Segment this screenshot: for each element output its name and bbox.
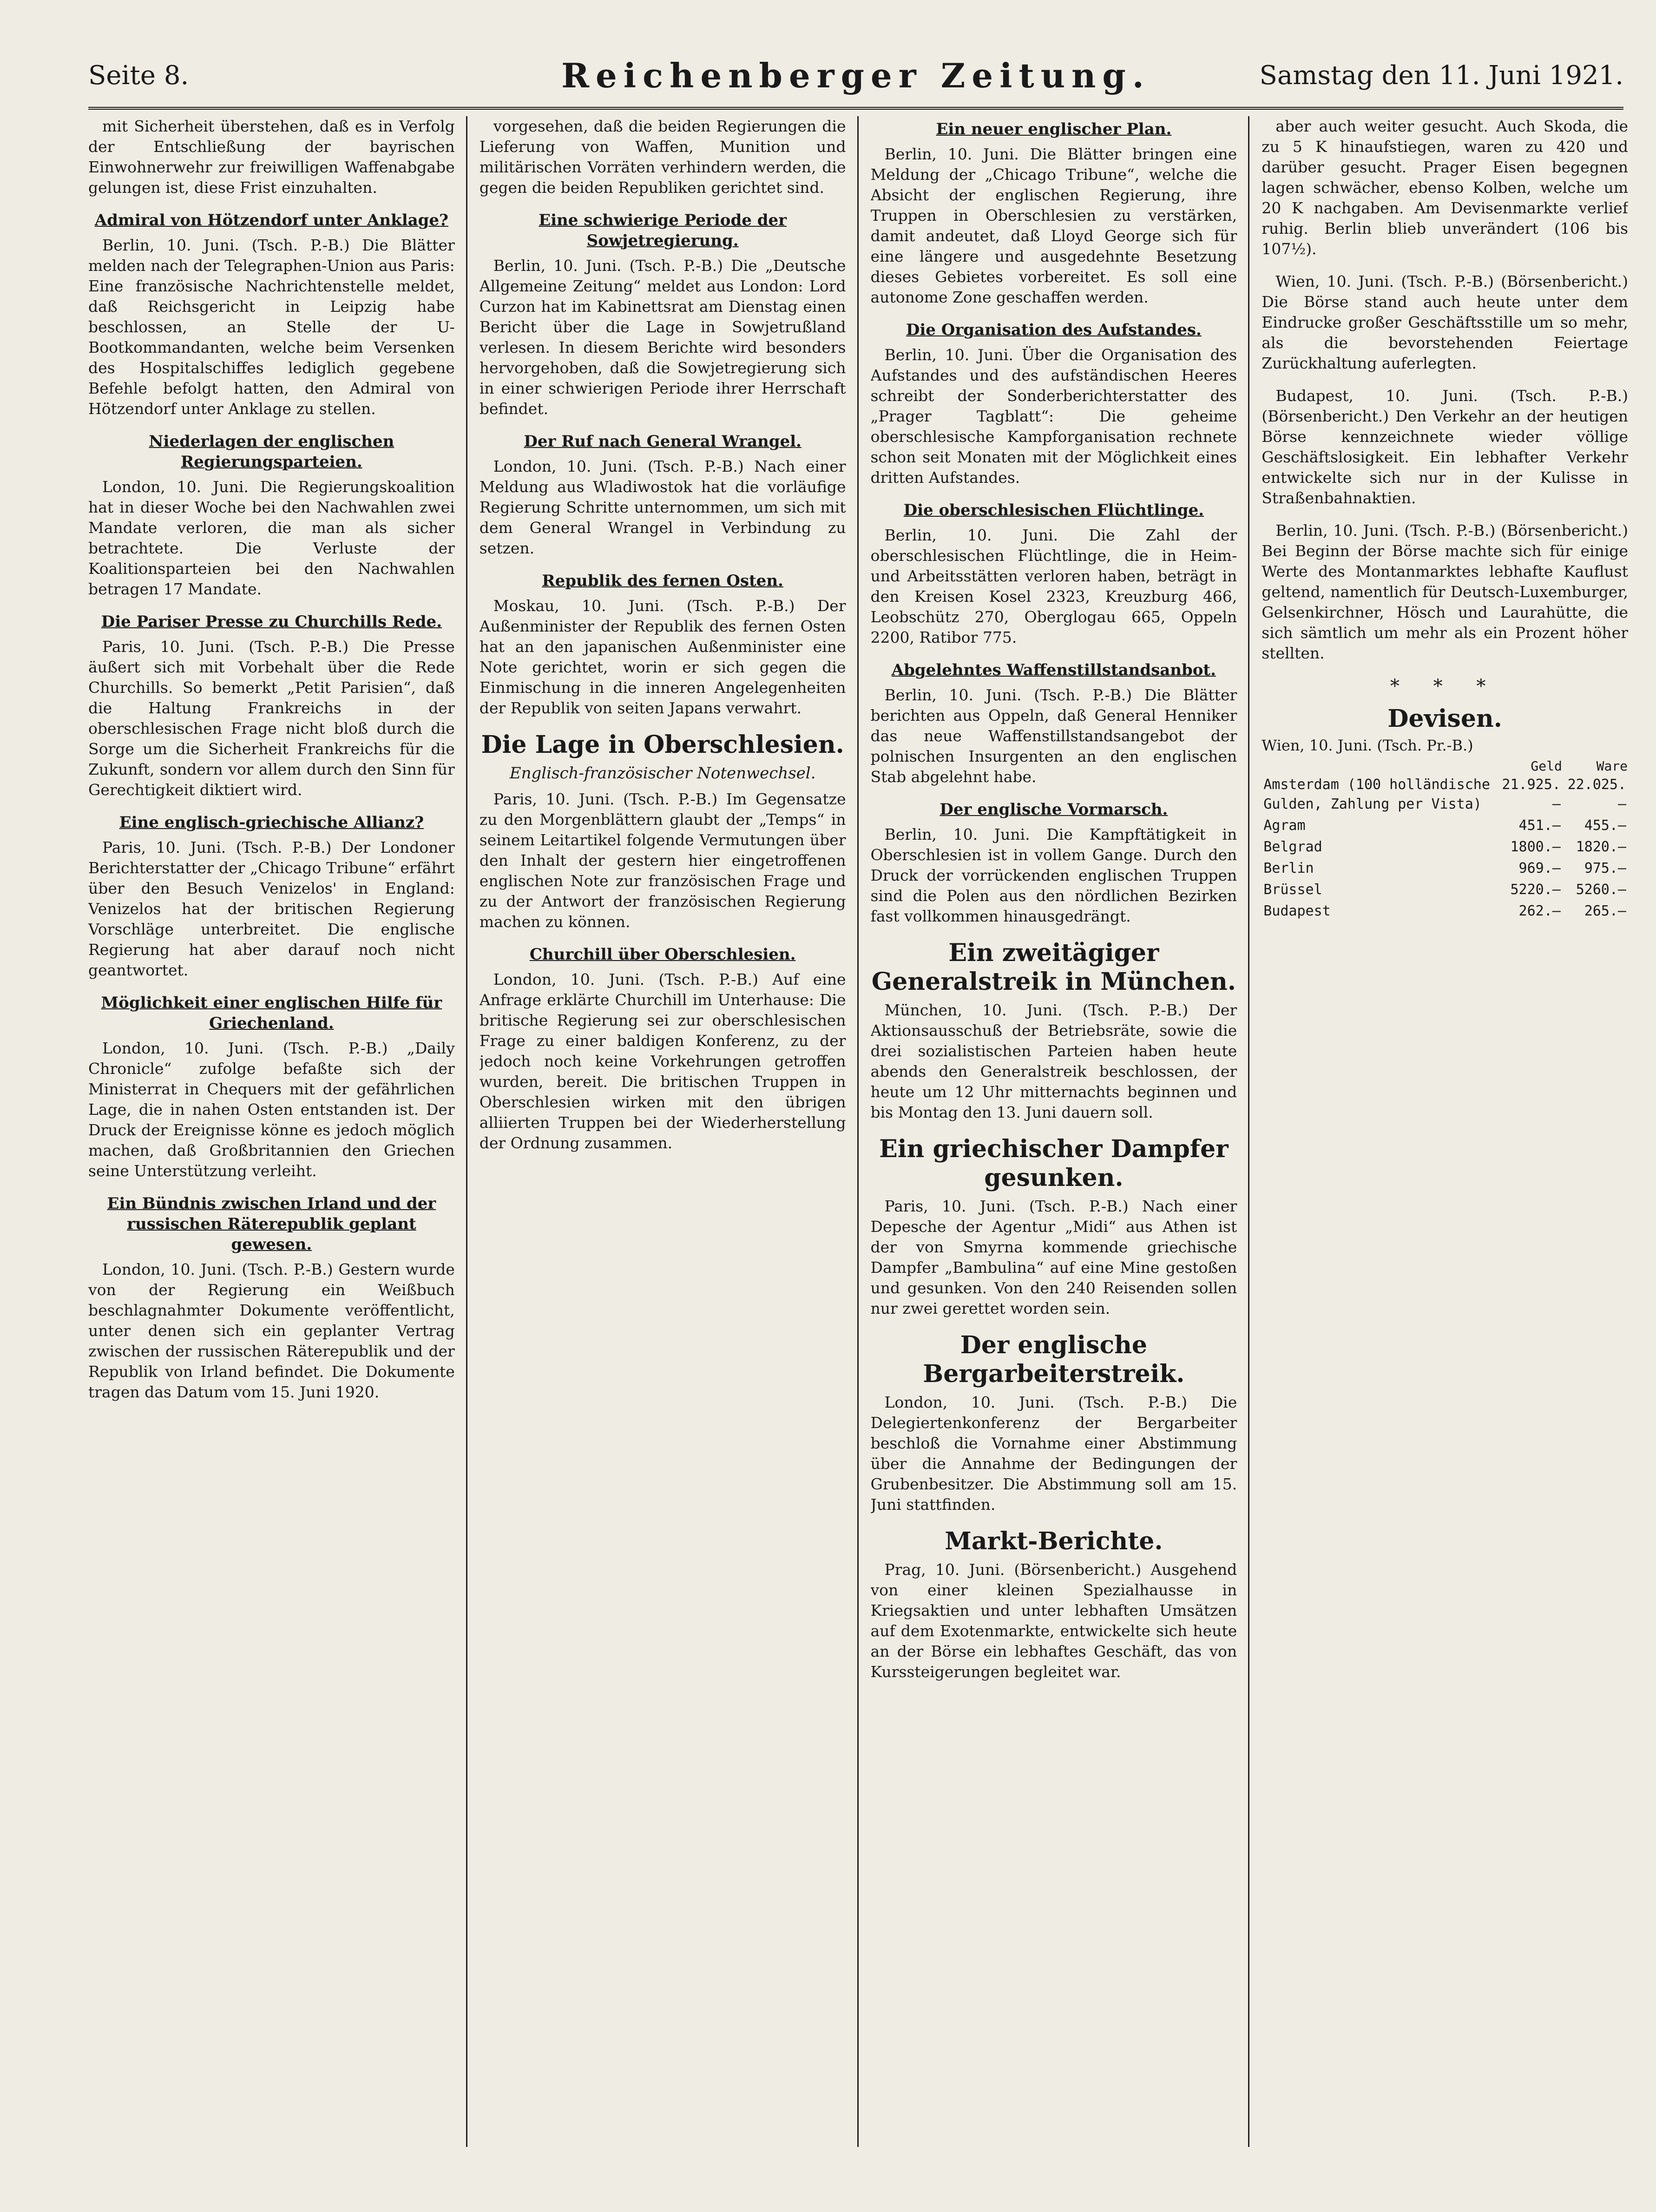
devisen-name: Budapest: [1263, 903, 1331, 919]
article-body: Budapest, 10. Juni. (Tsch. P.-B.) (Börsenbericht.) Den Verkehr an der heutigen Börse kennzeichnete wieder völlige Geschäftslosigkeit. Ein lebhafter Verkehr entwickelte sich nur in der Kulisse in Straßenbahnaktien.: [1262, 387, 1628, 507]
article: [1262, 271, 1628, 374]
article-heading: Ein zweitägiger Generalstreik in München.: [871, 939, 1236, 996]
article-body: London, 10. Juni. (Tsch. P.-B.) Auf eine Anfrage erklärte Churchill im Unterhause: Die britische Regierung sei zur oberschlesischen Frage zu einer baldigen Konferenz, zu der jedoch noch keine Vorkehrungen getroffen wurden, bereit. Die britischen Truppen in Oberschlesien wirken mit den übrigen alliierten Truppen bei der Wiederherstellung der Ordnung zusammen.: [479, 970, 846, 1152]
article: [871, 500, 1237, 648]
page-number: Seite 8.: [88, 60, 189, 91]
article-body: Berlin, 10. Juni. Die Zahl der oberschlesischen Flüchtlinge, die in Heim- und Arbeitsstätten verloren haben, beträgt in den Kreisen Kosel 2323, Kreuzburg 466, Leobschütz 270, Oberglogau 665, Oppeln 2200, Ratibor 775.: [870, 526, 1237, 646]
article: [480, 210, 846, 419]
column-2: [480, 116, 859, 2147]
article-heading: Der englische Bergarbeiterstreik.: [923, 1331, 1185, 1388]
article: [480, 431, 846, 559]
devisen-header-geld: Geld: [1531, 758, 1562, 774]
section-divider: * * *: [1390, 676, 1500, 697]
devisen-ware: 1820.—: [1576, 839, 1626, 855]
article-heading: Die Pariser Presse zu Churchills Rede.: [101, 612, 442, 631]
article: [480, 731, 846, 932]
article: [88, 431, 455, 599]
table-row: [1262, 901, 1628, 922]
article-body: Berlin, 10. Juni. Die Blätter bringen eine Meldung der „Chicago Tribune“, welche die Absicht der englischen Regierung, ihre Truppen in Oberschlesien zu verstärken, damit andeutet, daß Lloyd George sich für eine längere und ausgedehnte Besetzung dieses Gebietes vorbereitet. Es soll eine autonome Zone geschaffen werden.: [870, 145, 1237, 306]
table-row: [1262, 836, 1628, 858]
article: [480, 571, 846, 718]
column-4: [1262, 116, 1628, 2147]
article-body: London, 10. Juni. (Tsch. P.-B.) „Daily Chronicle“ zufolge befaßte sich der Ministerrat in Chequers mit der gefährlichen Lage, die in nahen Osten entstanden ist. Der Druck der Ereignisse könne es jedoch möglich machen, daß Großbritannien den Griechen seine Unterstützung verleiht.: [88, 1039, 455, 1180]
article-body: vorgesehen, daß die beiden Regierungen die Lieferung von Waffen, Munition und militärischen Vorräten verhindern werden, die gegen die beiden Republiken gerichtet sind.: [479, 117, 846, 197]
article: [88, 993, 455, 1181]
article-heading: Die Organisation des Aufstandes.: [906, 321, 1202, 339]
devisen-title: Devisen.: [1387, 704, 1502, 733]
page-header: [88, 56, 1623, 110]
table-row: [1262, 858, 1628, 879]
devisen-table: [1262, 758, 1628, 922]
article: [88, 116, 455, 198]
article: [871, 1527, 1237, 1682]
article-body: Berlin, 10. Juni. (Tsch. P.-B.) Die „Deutsche Allgemeine Zeitung“ meldet aus London: Lord Curzon hat im Kabinettsrat am Dienstag einen Bericht über die Lage in Sowjetrußland verlesen. In diesem Berichte wird besonders hervorgehoben, daß die Sowjetregierung sich in einer schwierigen Periode ihrer Herrschaft befindet.: [479, 257, 846, 418]
article-body: mit Sicherheit überstehen, daß es in Verfolg der Entschließung der bayrischen Einwohnerwehr zur freiwilligen Waffenabgabe gelungen ist, diese Frist einzuhalten.: [88, 117, 455, 197]
article-heading: Möglichkeit einer englischen Hilfe für Griechenland.: [101, 994, 442, 1033]
article-body: London, 10. Juni. (Tsch. P.-B.) Nach einer Meldung aus Wladiwostok hat die vorläufige Regierung Schritte unternommen, um sich mit dem General Wrangel in Verbindung zu setzen.: [479, 457, 846, 557]
devisen-subtitle: Wien, 10. Juni. (Tsch. Pr.-B.): [1262, 737, 1473, 754]
article-body: Moskau, 10. Juni. (Tsch. P.-B.) Der Außenminister der Republik des fernen Osten hat an den japanischen Außenminister eine Note gerichtet, worin er sich gegen die Einmischung in die inneren Angelegenheiten der Republik von seiten Japans verwahrt.: [479, 597, 846, 717]
devisen-name: Brüssel: [1263, 882, 1322, 898]
article: [871, 1331, 1237, 1515]
article-body: London, 10. Juni. (Tsch. P.-B.) Gestern wurde von der Regierung ein Weißbuch beschlagnahmter Dokumente veröffentlicht, unter denen sich ein geplanter Vertrag zwischen der russischen Räterepublik und der Republik von Irland befindet. Die Dokumente tragen das Datum vom 15. Juni 1920.: [88, 1260, 455, 1401]
article-body: Berlin, 10. Juni. (Tsch. P.-B.) Die Blätter melden nach der Telegraphen-Union aus Paris: Eine französische Nachrichtenstelle meldet, daß Reichsgericht in Leipzig habe beschlossen, an Stelle der U-Bootkommandanten, welche beim Versenken des Hospitalschiffes lediglich gegebene Befehle befolgt hatten, den Admiral von Hötzendorf unter Anklage zu stellen.: [88, 236, 455, 418]
devisen-name: Berlin: [1263, 860, 1314, 876]
article-body: Paris, 10. Juni. (Tsch. P.-B.) Nach einer Depesche der Agentur „Midi“ aus Athen ist der von Smyrna kommende griechische Dampfer „Bambulina“ auf eine Mine gestoßen und gesunken. Von den 240 Reisenden sollen nur zwei gerettet worden sein.: [870, 1197, 1237, 1317]
article-body: Paris, 10. Juni. (Tsch. P.-B.) Die Presse äußert sich mit Vorbehalt über die Rede Churchills. So bemerkt „Petit Parisien“, daß die Haltung Frankreichs in der oberschlesischen Frage nicht bloß durch die Sorge um die Sicherheit Frankreichs für die Zukunft, sondern vor allem durch den Sinn für Gerechtigkeit diktiert wird.: [88, 638, 455, 799]
article-body: London, 10. Juni. Die Regierungskoalition hat in dieser Woche bei den Nachwahlen zwei Mandate verloren, die man als sicher betrachtete. Die Verluste der Koalitionsparteien bei den Nachwahlen betragen 17 Mandate.: [88, 478, 455, 598]
text-columns: [88, 116, 1628, 2147]
devisen-ware: 455.—: [1584, 817, 1626, 834]
article: [871, 320, 1237, 488]
article-body: Paris, 10. Juni. (Tsch. P.-B.) Im Gegensatze zu den Morgenblättern glaubt der „Temps“ in seinem Leitartikel folgende Vermutungen über den Inhalt der gestern hier eingetroffenen englischen Note zur französischen Frage und zu der Antwort der französischen Regierung machen zu können.: [479, 790, 846, 931]
article-subheading: Englisch-französischer Notenwechsel.: [509, 764, 816, 783]
column-3: [871, 116, 1250, 2147]
article: [88, 1193, 455, 1402]
article-heading: Churchill über Oberschlesien.: [529, 945, 796, 964]
devisen-header-row: [1262, 758, 1628, 774]
article-body: München, 10. Juni. (Tsch. P.-B.) Der Aktionsausschuß der Betriebsräte, sowie die drei sozialistischen Parteien haben heute abends den Generalstreik beschlossen, der heute um 12 Uhr mitternachts beginnen und bis Montag den 13. Juni dauern soll.: [870, 1001, 1237, 1121]
article: [871, 119, 1237, 308]
article: [1262, 386, 1628, 508]
devisen-geld: 262.—: [1518, 903, 1561, 919]
article: [871, 799, 1237, 927]
article-body: Berlin, 10. Juni. Über die Organisation des Aufstandes und des aufständischen Heeres schreibt der Sonderberichterstatter des „Prager Tagblatt“: Die geheime oberschlesische Kampforganisation rechnete schon seit Monaten mit der Möglichkeit eines dritten Aufstandes.: [870, 346, 1237, 487]
article-heading: Die Lage in Oberschlesien.: [481, 731, 844, 759]
article-heading: Ein griechischer Dampfer gesunken.: [879, 1135, 1229, 1192]
article: [871, 939, 1237, 1123]
article-heading: Eine englisch-griechische Allianz?: [119, 813, 424, 832]
article-body: Prag, 10. Juni. (Börsenbericht.) Ausgehend von einer kleinen Spezialhausse in Kriegsaktien und unter lebhaften Umsätzen auf dem Exotenmarkte, entwickelte sich heute an der Börse ein lebhaftes Geschäft, das von Kurssteigerungen begleitet war.: [870, 1560, 1237, 1681]
devisen-geld: 451.—: [1518, 817, 1561, 834]
article: [88, 210, 455, 419]
article: [1262, 520, 1628, 664]
article-heading: Admiral von Hötzendorf unter Anklage?: [94, 211, 448, 230]
table-row: [1262, 774, 1628, 815]
article: [1262, 116, 1628, 259]
devisen-ware: 5260.—: [1576, 882, 1626, 898]
article-heading: Der Ruf nach General Wrangel.: [524, 432, 802, 451]
devisen-ware: 975.—: [1584, 860, 1626, 876]
article-body: Paris, 10. Juni. (Tsch. P.-B.) Der Londoner Berichterstatter der „Chicago Tribune“ erfährt über den Besuch Venizelos' in England: Venizelos hat der britischen Regierung Vorschläge unterbreitet. Die englische Regierung hat aber darauf noch nicht geantwortet.: [88, 838, 455, 979]
devisen-header-ware: Ware: [1596, 758, 1628, 774]
article-body: Berlin, 10. Juni. (Tsch. P.-B.) Die Blätter berichten aus Oppeln, daß General Henniker das neue Waffenstillstandsangebot der polnischen Insurgenten an den englischen Stab abgelehnt habe.: [870, 686, 1237, 786]
devisen-name: Belgrad: [1263, 839, 1322, 855]
article-body: aber auch weiter gesucht. Auch Skoda, die zu 5 K hinaufstiegen, waren zu 420 und darüber gesucht. Prager Eisen begegnen lagen schwächer, ebenso Kolben, welche um 20 K nachgaben. Am Devisenmarkte verlief ruhig. Berlin blieb unverändert (106 bis 107½).: [1262, 117, 1628, 258]
article-heading: Republik des fernen Osten.: [542, 572, 783, 590]
devisen-geld: 969.—: [1518, 860, 1561, 876]
devisen-ware: 22.025.—: [1567, 777, 1626, 812]
article-body: Wien, 10. Juni. (Tsch. P.-B.) (Börsenbericht.) Die Börse stand auch heute unter dem Eindrucke großer Geschäftsstille um so mehr, als die bevorstehenden Feiertage Zurückhaltung auferlegten.: [1262, 272, 1628, 372]
devisen-geld: 1800.—: [1510, 839, 1561, 855]
article: [871, 660, 1237, 787]
article-heading: Eine schwierige Periode der Sowjetregierung.: [539, 211, 787, 250]
table-row: [1262, 815, 1628, 836]
devisen-ware: 265.—: [1584, 903, 1626, 919]
column-1: [88, 116, 467, 2147]
article-heading: Die oberschlesischen Flüchtlinge.: [903, 501, 1204, 520]
devisen-name: Amsterdam (100 holländische Gulden, Zahlung per Vista): [1263, 777, 1490, 812]
article-heading: Niederlagen der englischen Regierungsparteien.: [149, 432, 394, 471]
newspaper-title: Reichenberger Zeitung.: [561, 56, 1150, 95]
devisen-name: Agram: [1263, 817, 1306, 834]
article-heading: Ein neuer englischer Plan.: [936, 120, 1172, 138]
article: [480, 944, 846, 1153]
devisen-geld: 5220.—: [1510, 882, 1561, 898]
article-heading: Markt-Berichte.: [945, 1527, 1163, 1555]
issue-date: Samstag den 11. Juni 1921.: [1259, 60, 1623, 91]
article-body: Berlin, 10. Juni. (Tsch. P.-B.) (Börsenbericht.) Bei Beginn der Börse machte sich für einige Werte des Montanmarktes lebhafte Kauflust geltend, namentlich für Deutsch-Luxemburger, Gelsenkirchner, Hösch und Laurahütte, die sich sämtlich um mehr als ein Prozent höher stellten.: [1262, 521, 1628, 662]
devisen-geld: 21.925.—: [1502, 777, 1561, 812]
article-heading: Abgelehntes Waffenstillstandsanbot.: [891, 661, 1216, 679]
article-body: London, 10. Juni. (Tsch. P.-B.) Die Delegiertenkonferenz der Bergarbeiter beschloß die Vornahme einer Abstimmung über die Annahme der Bedingungen der Grubenbesitzer. Die Abstimmung soll am 15. Juni stattfinden.: [870, 1393, 1237, 1514]
article: [871, 1135, 1237, 1319]
devisen-header-empty: [1262, 758, 1497, 774]
article-body: Berlin, 10. Juni. Die Kampftätigkeit in Oberschlesien ist in vollem Gange. Durch den Druck der vorrückenden englischen Truppen sind die Polen aus den nördlichen Bezirken fast vollkommen hinausgedrängt.: [870, 825, 1237, 925]
article: [88, 812, 455, 981]
table-row: [1262, 879, 1628, 901]
article: [88, 612, 455, 800]
article-heading: Der englische Vormarsch.: [940, 800, 1168, 819]
article: [480, 116, 846, 198]
article-heading: Ein Bündnis zwischen Irland und der russischen Räterepublik geplant gewesen.: [107, 1194, 436, 1254]
